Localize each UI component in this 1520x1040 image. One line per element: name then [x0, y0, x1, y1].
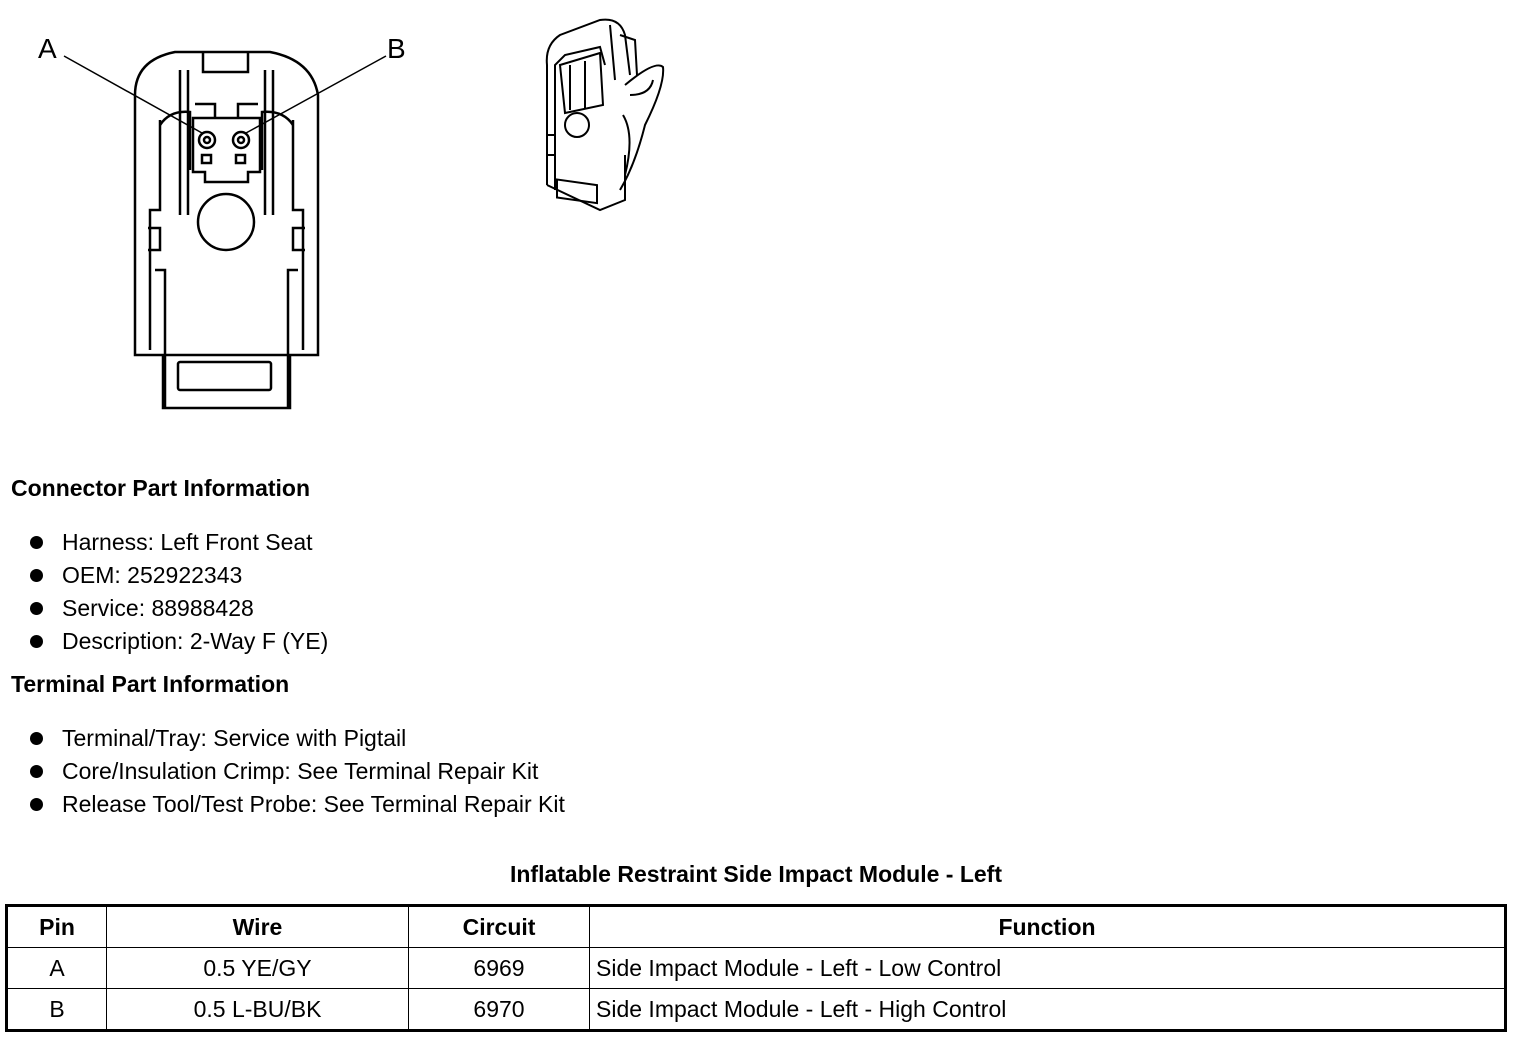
cell-pin: B [7, 989, 107, 1031]
table-row [7, 989, 1506, 1031]
pin-table [5, 904, 1507, 1032]
table-title: Inflatable Restraint Side Impact Module - Left [509, 861, 1002, 887]
cell-pin: A [7, 948, 107, 989]
bullet-icon [30, 602, 43, 615]
connector-info-list [28, 526, 328, 658]
pin-a-label: A [38, 33, 57, 64]
terminal-info-list [28, 722, 565, 821]
list-item: Core/Insulation Crimp: See Terminal Repair Kit [28, 755, 565, 788]
bullet-icon [30, 635, 43, 648]
cell-function: Side Impact Module - Left - High Control [590, 989, 1506, 1031]
bullet-icon [30, 569, 43, 582]
table-header-row [7, 906, 1506, 948]
bullet-icon [30, 765, 43, 778]
connector-info-heading: Connector Part Information [11, 475, 311, 501]
connector-front-view [0, 0, 440, 430]
list-item: Harness: Left Front Seat [28, 526, 328, 559]
bullet-icon [30, 798, 43, 811]
cell-wire: 0.5 L-BU/BK [107, 989, 409, 1031]
cell-wire: 0.5 YE/GY [107, 948, 409, 989]
header-wire: Wire [107, 906, 409, 948]
header-function: Function [590, 906, 1506, 948]
terminal-info-heading: Terminal Part Information [11, 671, 290, 697]
list-item: Release Tool/Test Probe: See Terminal Repair Kit [28, 788, 565, 821]
list-item: Description: 2-Way F (YE) [28, 625, 328, 658]
cell-circuit: 6969 [409, 948, 590, 989]
header-circuit: Circuit [409, 906, 590, 948]
header-pin: Pin [7, 906, 107, 948]
bullet-icon [30, 536, 43, 549]
bullet-icon [30, 732, 43, 745]
list-item: Service: 88988428 [28, 592, 328, 625]
connector-iso-view [525, 5, 675, 235]
table-row [7, 948, 1506, 989]
cell-function: Side Impact Module - Left - Low Control [590, 948, 1506, 989]
cell-circuit: 6970 [409, 989, 590, 1031]
list-item: OEM: 252922343 [28, 559, 328, 592]
pin-b-label: B [387, 33, 406, 64]
list-item: Terminal/Tray: Service with Pigtail [28, 722, 565, 755]
